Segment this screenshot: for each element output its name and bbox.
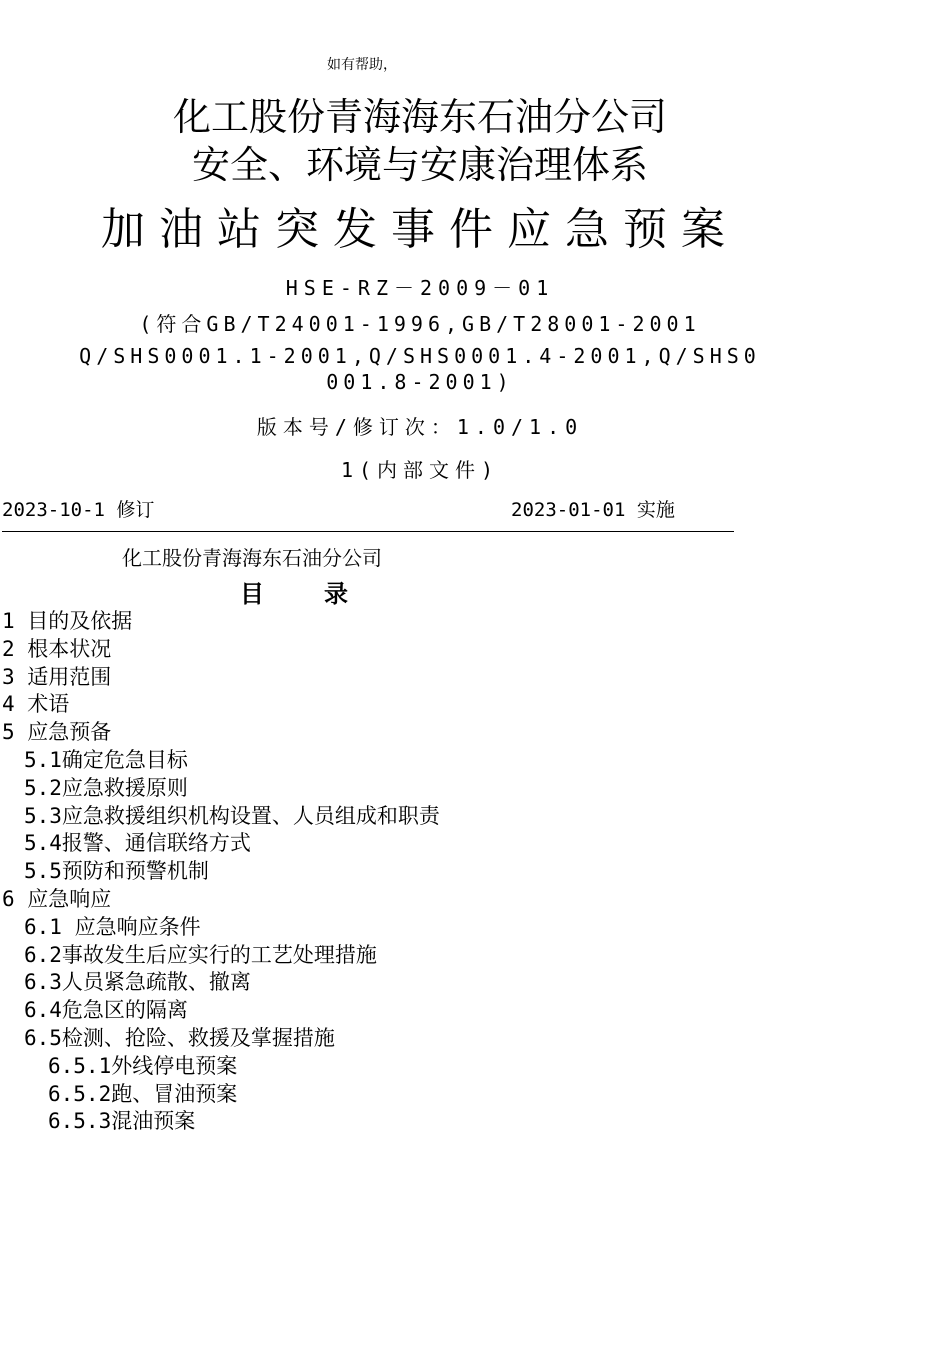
toc-item: 4 术语 <box>2 692 70 717</box>
divider-line <box>2 531 734 532</box>
toc-item: 6.5.1外线停电预案 <box>48 1053 238 1078</box>
header-note: 如有帮助， <box>327 57 397 73</box>
toc-item: 6 应急响应 <box>2 886 112 911</box>
toc-item: 5.3应急救援组织机构设置、人员组成和职责 <box>24 803 440 828</box>
toc-item: 2 根本状况 <box>2 636 112 661</box>
toc-item: 6.1 应急响应条件 <box>24 914 201 939</box>
toc-item: 1 目的及依据 <box>2 609 133 633</box>
company-name: 化工股份青海海东石油分公司 <box>122 546 382 570</box>
toc-item: 6.4危急区的隔离 <box>24 998 188 1023</box>
document-code: HSE-RZ－2009－01 <box>285 276 555 300</box>
toc-item: 5.4报警、通信联络方式 <box>24 831 251 856</box>
plan-title: 加油站突发事件应急预案 <box>101 204 739 255</box>
standards-line-3: 001.8-2001) <box>326 370 514 394</box>
toc-item: 6.5.3混油预案 <box>48 1109 196 1134</box>
standards-line-1: (符合GB/T24001-1996,GB/T28001-2001 <box>139 312 701 336</box>
version-number: 版本号/修订次：1.0/1.0 <box>256 415 584 439</box>
toc-item: 6.5.2跑、冒油预案 <box>48 1081 238 1106</box>
system-title: 安全、环境与安康治理体系 <box>191 143 648 187</box>
toc-item: 3 适用范围 <box>2 664 112 689</box>
toc-title-part-2: 录 <box>324 580 348 608</box>
toc-item: 6.3人员紧急疏散、撤离 <box>24 970 251 995</box>
toc-item: 6.2事故发生后应实行的工艺处理措施 <box>24 942 377 967</box>
effective-date: 2023-01-01 实施 <box>511 499 675 521</box>
toc-title-part-1: 目 <box>240 580 264 608</box>
revision-date: 2023-10-1 修订 <box>2 499 155 521</box>
internal-document-label: 1(内部文件) <box>340 458 500 482</box>
toc-title <box>240 574 348 609</box>
org-title: 化工股份青海海东石油分公司 <box>172 95 667 139</box>
toc-item: 5.5预防和预警机制 <box>24 859 209 884</box>
toc-item: 6.5检测、抢险、救援及掌握措施 <box>24 1025 335 1050</box>
toc-item: 5.2应急救援原则 <box>24 775 188 800</box>
toc-item: 5 应急预备 <box>2 720 112 745</box>
standards-line-2: Q/SHS0001.1-2001,Q/SHS0001.4-2001,Q/SHS0 <box>79 344 761 368</box>
table-of-contents <box>0 608 440 1136</box>
toc-item: 5.1确定危急目标 <box>24 747 188 772</box>
